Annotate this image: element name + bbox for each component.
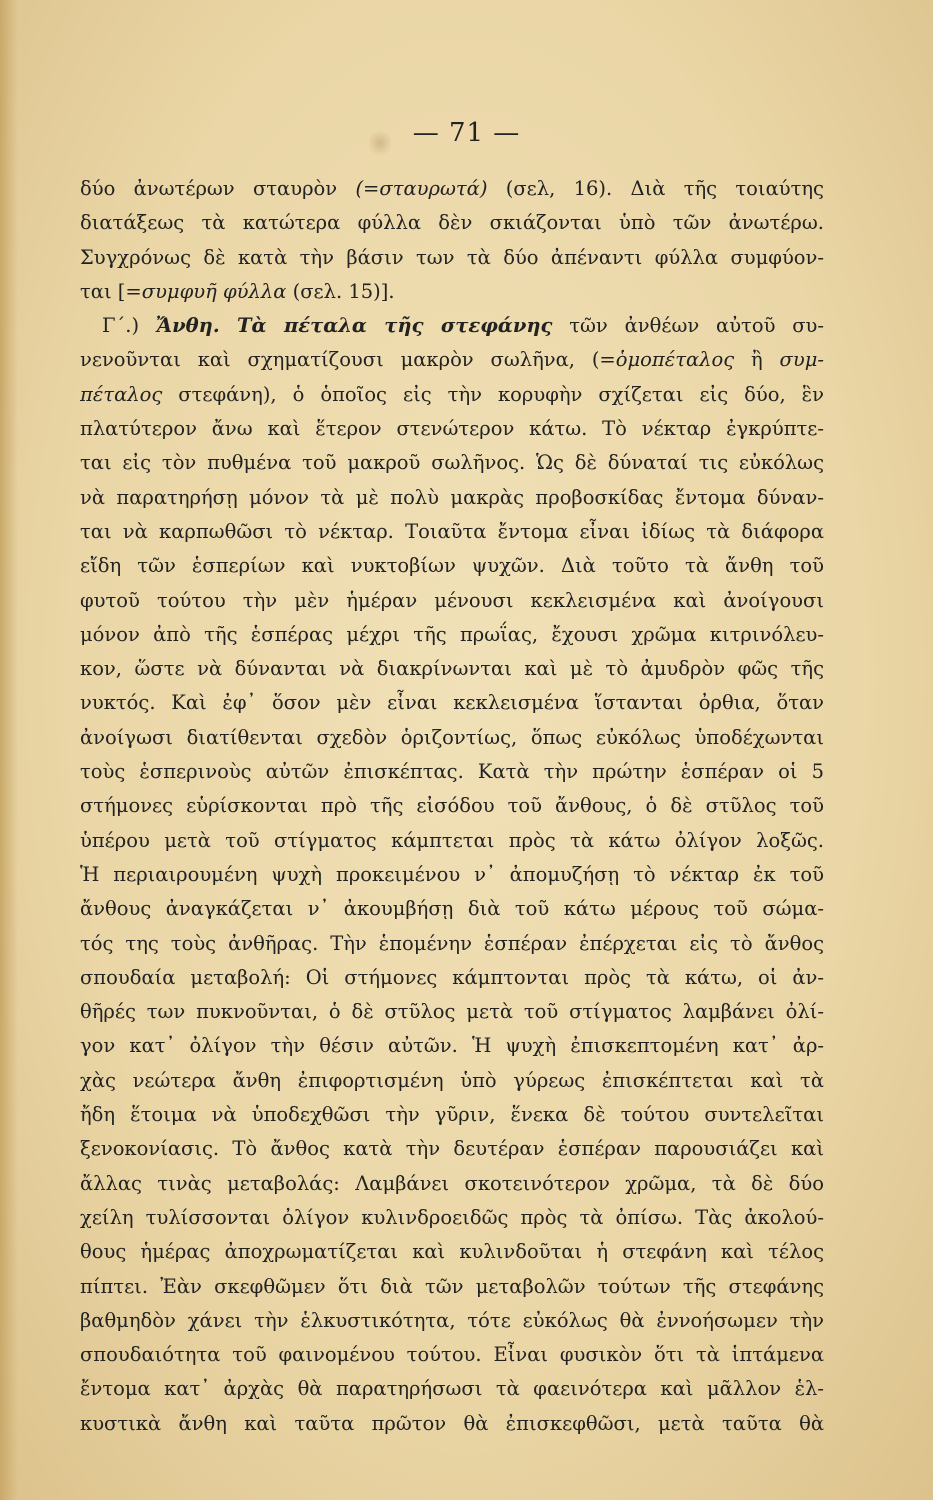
italic-term: (=σταυρωτά) <box>355 177 488 200</box>
text-line: θῆρές των πυκνοῦνται, ὁ δὲ στῦλος μετὰ τοῦ στίγματος λαμβάνει ὀλί- <box>80 1000 824 1024</box>
text-line: πίπτει. Ἐὰν σκεφθῶμεν ὅτι διὰ τῶν μεταβολῶν τούτων τῆς στεφάνης <box>80 1274 824 1298</box>
italic-term: συμ- <box>779 348 824 372</box>
italic-term: ὁμοπέταλος <box>615 348 735 372</box>
text-line: ἔντομα κατ᾽ ἀρχὰς θὰ παρατηρήσωσι τὰ φαεινότερα καὶ μᾶλλον ἑλ- <box>80 1377 824 1401</box>
text-line: ἀνοίγωσι διατίθενται σχεδὸν ὁριζοντίως, ὅπως εὐκόλως ὑποδέχωνται <box>80 725 824 749</box>
body-text <box>80 172 824 1441</box>
text-line: ται νὰ καρπωθῶσι τὸ νέκταρ. Τοιαῦτα ἔντομα εἶναι ἰδίως τὰ διάφορα <box>80 519 824 543</box>
text-line: Ἡ περιαιρουμένη ψυχὴ προκειμένου ν᾽ ἀπομυζήσῃ τὸ νέκταρ ἐκ τοῦ <box>80 862 824 886</box>
text-line: χὰς νεώτερα ἄνθη ἐπιφορτισμένη ὑπὸ γύρεως ἐπισκέπτεται καὶ τὰ <box>80 1068 824 1092</box>
text-line: μόνον ἀπὸ τῆς ἑσπέρας μέχρι τῆς πρωΐας, ἔχουσι χρῶμα κιτρινόλευ- <box>80 622 824 646</box>
text-line: τός της τοὺς ἀνθῆρας. Τὴν ἑπομένην ἑσπέραν ἐπέρχεται εἰς τὸ ἄνθος <box>80 931 824 955</box>
text-line: ξενοκονίασις. Τὸ ἄνθος κατὰ τὴν δευτέραν ἑσπέραν παρουσιάζει καὶ <box>80 1137 824 1161</box>
text-line: δύο ἀνωτέρων σταυρὸν (=σταυρωτά) (σελ, 16). Διὰ τῆς τοιαύτης <box>80 177 824 200</box>
text-line: ἄνθους ἀναγκάζεται ν᾽ ἀκουμβήσῃ διὰ τοῦ κάτω μέρους τοῦ σώμα- <box>80 897 824 921</box>
text-line: νὰ παρατηρήσῃ μόνον τὰ μὲ πολὺ μακρὰς προβοσκίδας ἔντομα δύναν- <box>80 485 824 509</box>
text-line: ται [=συμφυῆ φύλλα (σελ. 15)]. <box>80 279 395 303</box>
text-line: νυκτός. Καὶ ἐφ᾽ ὅσον μὲν εἶναι κεκλεισμένα ἵστανται ὀρθια, ὅταν <box>80 691 824 715</box>
text-line: πέταλος στεφάνη), ὁ ὁποῖος εἰς τὴν κορυφὴν σχίζεται εἰς δύο, ἓν <box>80 382 824 406</box>
text-line: Γ΄.) Ἄνθη. Τὰ πέταλα τῆς στεφάνης τῶν ἀνθέων αὐτοῦ συ- <box>102 314 824 338</box>
text-line: φυτοῦ τούτου τὴν μὲν ἡμέραν μένουσι κεκλεισμένα καὶ ἀνοίγουσι <box>80 588 824 612</box>
text-line: νενοῦνται καὶ σχηματίζουσι μακρὸν σωλῆνα, (=ὁμοπέταλος ἢ συμ- <box>80 348 824 372</box>
text-line: τοὺς ἑσπερινοὺς αὐτῶν ἐπισκέπτας. Κατὰ τὴν πρώτην ἑσπέραν οἱ 5 <box>80 760 824 784</box>
text-line: ὑπέρου μετὰ τοῦ στίγματος κάμπτεται πρὸς τὰ κάτω ὀλίγον λοξῶς. <box>80 828 824 852</box>
text-line: γον κατ᾽ ὀλίγον τὴν θέσιν αὐτῶν. Ἡ ψυχὴ ἐπισκεπτομένη κατ᾽ ἀρ- <box>80 1034 824 1058</box>
text-line: ἄλλας τινὰς μεταβολάς: Λαμβάνει σκοτεινότερον χρῶμα, τὰ δὲ δύο <box>80 1171 824 1195</box>
text-line: ται εἰς τὸν πυθμένα τοῦ μακροῦ σωλῆνος. Ὡς δὲ δύναταί τις εὐκόλως <box>80 451 824 475</box>
text-line: θους ἡμέρας ἀποχρωματίζεται καὶ κυλινδοῦται ἡ στεφάνη καὶ τέλος <box>80 1240 824 1264</box>
italic-term: πέταλος <box>80 382 163 406</box>
text-line: ἤδη ἕτοιμα νὰ ὑποδεχθῶσι τὴν γῦριν, ἕνεκα δὲ τούτου συντελεῖται <box>80 1103 824 1127</box>
text-line: βαθμηδὸν χάνει τὴν ἑλκυστικότητα, τότε εὐκόλως θὰ ἐννοήσωμεν τὴν <box>80 1308 824 1332</box>
text-line: διατάξεως τὰ κατώτερα φύλλα δὲν σκιάζονται ὑπὸ τῶν ἀνωτέρω. <box>80 211 824 235</box>
page-number: — 71 — <box>412 118 521 148</box>
text-line: εἴδη τῶν ἑσπερίων καὶ νυκτοβίων ψυχῶν. Διὰ τοῦτο τὰ ἄνθη τοῦ <box>80 554 824 578</box>
italic-term: =συμφυῆ φύλλα <box>125 279 287 303</box>
text-line: χείλη τυλίσσονται ὀλίγον κυλινδροειδῶς πρὸς τὰ ὀπίσω. Τὰς ἀκολού- <box>80 1205 824 1229</box>
text-line: κον, ὥστε νὰ δύνανται νὰ διακρίνωνται καὶ μὲ τὸ ἀμυδρὸν φῶς τῆς <box>80 657 824 681</box>
text-line: Συγχρόνως δὲ κατὰ τὴν βάσιν των τὰ δύο ἀπέναντι φύλλα συμφύον- <box>80 245 824 269</box>
text-line: κυστικὰ ἄνθη καὶ ταῦτα πρῶτον θὰ ἐπισκεφθῶσι, μετὰ ταῦτα θὰ <box>80 1411 824 1435</box>
page-edge-shadow <box>0 0 18 1500</box>
text-line: σπουδαία μεταβολή: Οἱ στήμονες κάμπτονται πρὸς τὰ κάτω, οἱ ἀν- <box>80 965 824 989</box>
text-line: σπουδαιότητα τοῦ φαινομένου τούτου. Εἶναι φυσικὸν ὅτι τὰ ἱπτάμενα <box>80 1343 824 1367</box>
section-heading: Ἄνθη. Τὰ πέταλα τῆς στεφάνης <box>155 314 553 338</box>
text-line: πλατύτερον ἄνω καὶ ἕτερον στενώτερον κάτω. Τὸ νέκταρ ἐγκρύπτε- <box>80 417 824 441</box>
text-line: στήμονες εὑρίσκονται πρὸ τῆς εἰσόδου τοῦ ἄνθους, ὁ δὲ στῦλος τοῦ <box>80 794 824 818</box>
